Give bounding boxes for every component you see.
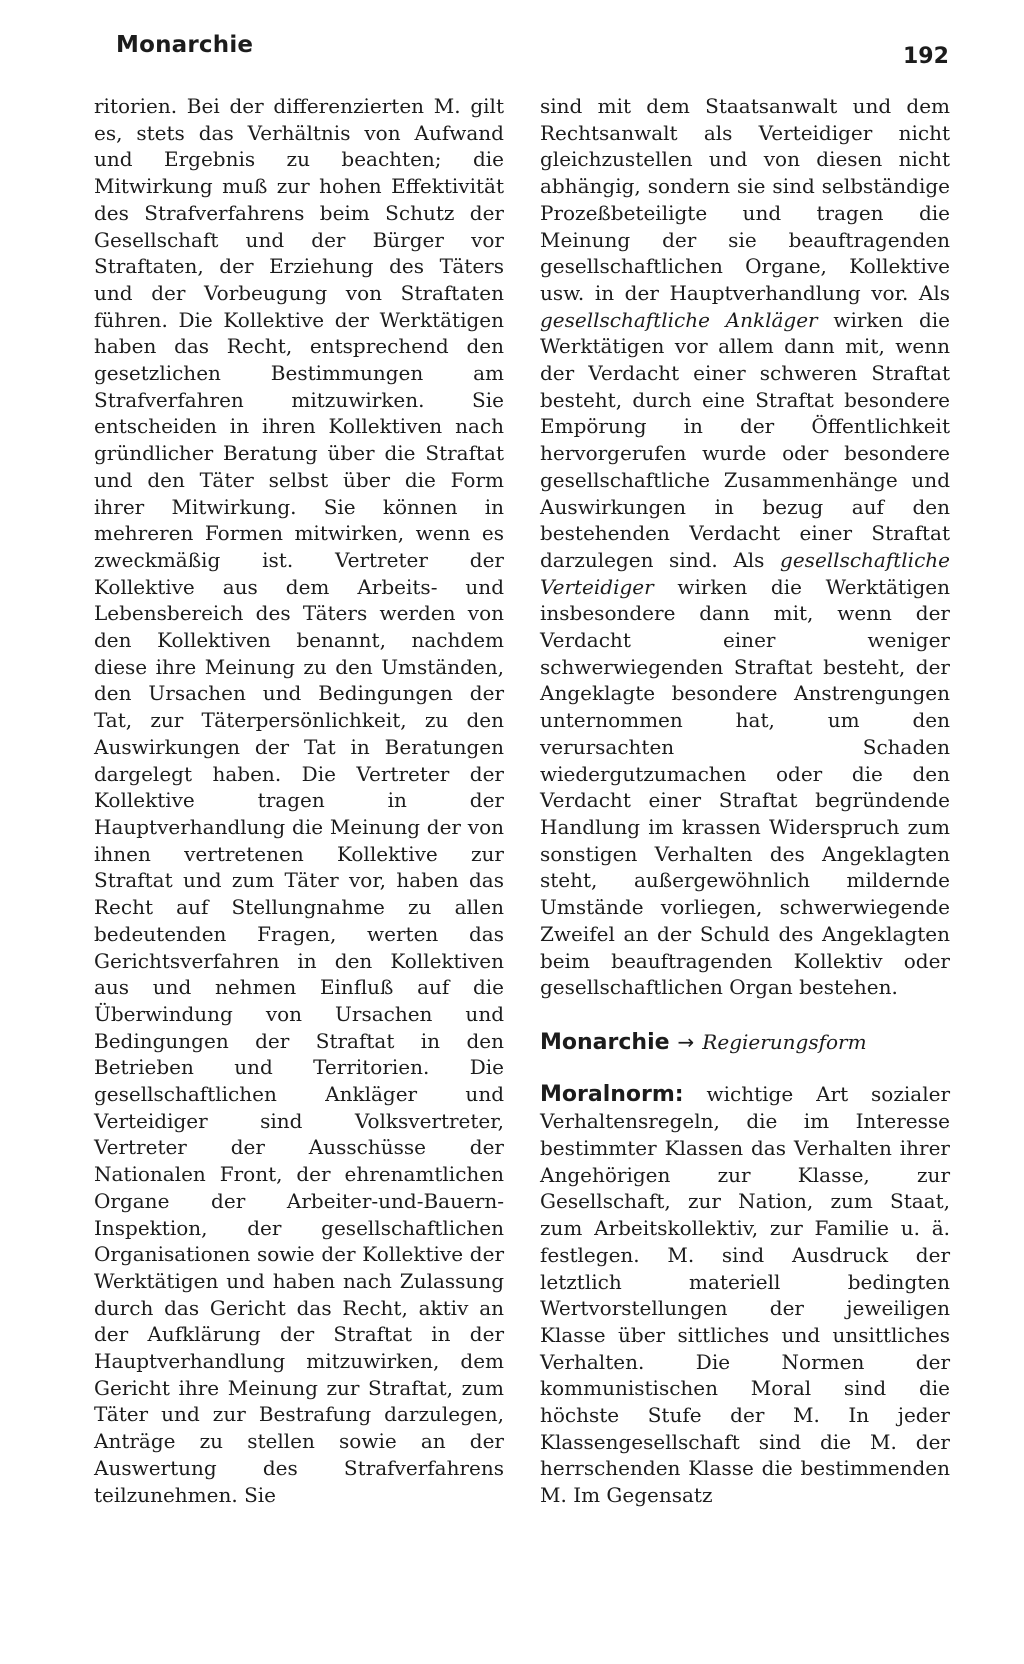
page-number: 192: [903, 44, 949, 69]
monarchie-xref-entry: [540, 1029, 950, 1057]
xref-target-regierungsform[interactable]: Regierungsform: [702, 1029, 867, 1054]
term-gesellschaftliche-anklaeger: gesellschaftliche Ankläger: [540, 307, 818, 332]
left-column: [94, 93, 504, 1508]
moralnorm-headword: Moralnorm:: [540, 1081, 684, 1107]
continued-entry-text: [540, 93, 950, 1001]
cross-reference-arrow-icon: →: [677, 1029, 695, 1054]
monarchie-headword: Monarchie: [540, 1029, 670, 1055]
continuation-part-1: sind mit dem Staatsanwalt und dem Rechtsanwalt als Verteidiger nicht gleichzustellen und von diesen nicht abhängig, sondern sie sind selbständige Prozeßbeteiligte und tragen die Meinung der sie beauftragenden gesellschaftlichen Organe, Kollektive usw. in der Hauptverhandlung vor. Als: [540, 94, 950, 305]
running-head: Monarchie: [116, 32, 254, 58]
continuation-part-2: wirken die Werktätigen vor allem dann mit, wenn der Verdacht einer schweren Straftat besteht, durch eine Straftat besondere Empörung in der Öffentlichkeit hervorgerufen wurde oder besondere gesellschaftliche Zusammenhänge und Auswirkungen in bezug auf den bestehenden Verdacht einer Straftat darzulegen sind. Als: [540, 307, 950, 572]
left-column-text: ritorien. Bei der differenzierten M. gilt es, stets das Verhältnis von Aufwand und Ergebnis zu beachten; die Mitwirkung muß zur hohen Effektivität des Strafverfahrens beim Schutz der Gesellschaft und der Bürger vor Straftaten, der Erziehung des Täters und der Vorbeugung von Straftaten führen. Die Kollektive der Werktätigen haben das Recht, entsprechend den gesetzlichen Bestimmungen am Strafverfahren mitzuwirken. Sie entscheiden in ihren Kollektiven nach gründlicher Beratung über die Straftat und den Täter selbst über die Form ihrer Mitwirkung. Sie können in mehreren Formen mitwirken, wenn es zweckmäßig ist. Vertreter der Kollektive aus dem Arbeits- und Lebensbereich des Täters werden von den Kollektiven benannt, nachdem diese ihre Meinung zu den Umständen, den Ursachen und Bedingungen der Tat, zur Täterpersönlichkeit, zu den Auswirkungen der Tat in Beratungen dargelegt haben. Die Vertreter der Kollektive tragen in der Hauptverhandlung die Meinung der von ihnen vertretenen Kollektive zur Straftat und zum Täter vor, haben das Recht auf Stellungnahme zu allen bedeutenden Fragen, werten das Gerichtsverfahren in den Kollektiven aus und nehmen Einfluß auf die Überwindung von Ursachen und Bedingungen der Straftat in den Betrieben und Territorien. Die gesellschaftlichen Ankläger und Verteidiger sind Volksvertreter, Vertreter der Ausschüsse der Nationalen Front, der ehrenamtlichen Organe der Arbeiter-und-Bauern-Inspektion, der gesellschaftlichen Organisationen sowie der Kollektive der Werktätigen und haben nach Zulassung durch das Gericht das Recht, aktiv an der Aufklärung der Straftat in der Hauptverhandlung mitzuwirken, dem Gericht ihre Meinung zur Straftat, zum Täter und zur Bestrafung darzulegen, Anträge zu stellen sowie an der Auswertung des Strafverfahrens teilzunehmen. Sie: [94, 94, 504, 1507]
moralnorm-entry: [540, 1081, 950, 1509]
right-column: [540, 93, 950, 1509]
continuation-part-3: wirken die Werktätigen insbesondere dann mit, wenn der Verdacht einer weniger schwerwiegenden Straftat besteht, der Angeklagte besondere Anstrengungen unternommen hat, um den verursachten Schaden wiedergutzumachen oder die den Verdacht einer Straftat begründende Handlung im krassen Widerspruch zum sonstigen Verhalten des Angeklagten steht, außergewöhnlich mildernde Umstände vorliegen, schwerwiegende Zweifel an der Schuld des Angeklagten beim beauftragenden Kollektiv oder gesellschaftlichen Organ bestehen.: [540, 574, 950, 1000]
moralnorm-definition: wichtige Art sozialer Verhaltensregeln, die im Interesse bestimmter Klassen das Verhalten ihrer Angehörigen zur Klasse, zur Gesellschaft, zur Nation, zum Staat, zum Arbeitskollektiv, zur Familie u. ä. festlegen. M. sind Ausdruck der letztlich materiell bedingten Wertvorstellungen der jeweiligen Klasse über sittliches und unsittliches Verhalten. Die Normen der kommunistischen Moral sind die höchste Stufe der M. In jeder Klassengesellschaft sind die M. der herrschenden Klasse die bestimmenden M. Im Gegensatz: [540, 1081, 951, 1508]
term-gesellschaftliche-verteidiger: gesellschaftliche Verteidiger: [540, 547, 950, 599]
